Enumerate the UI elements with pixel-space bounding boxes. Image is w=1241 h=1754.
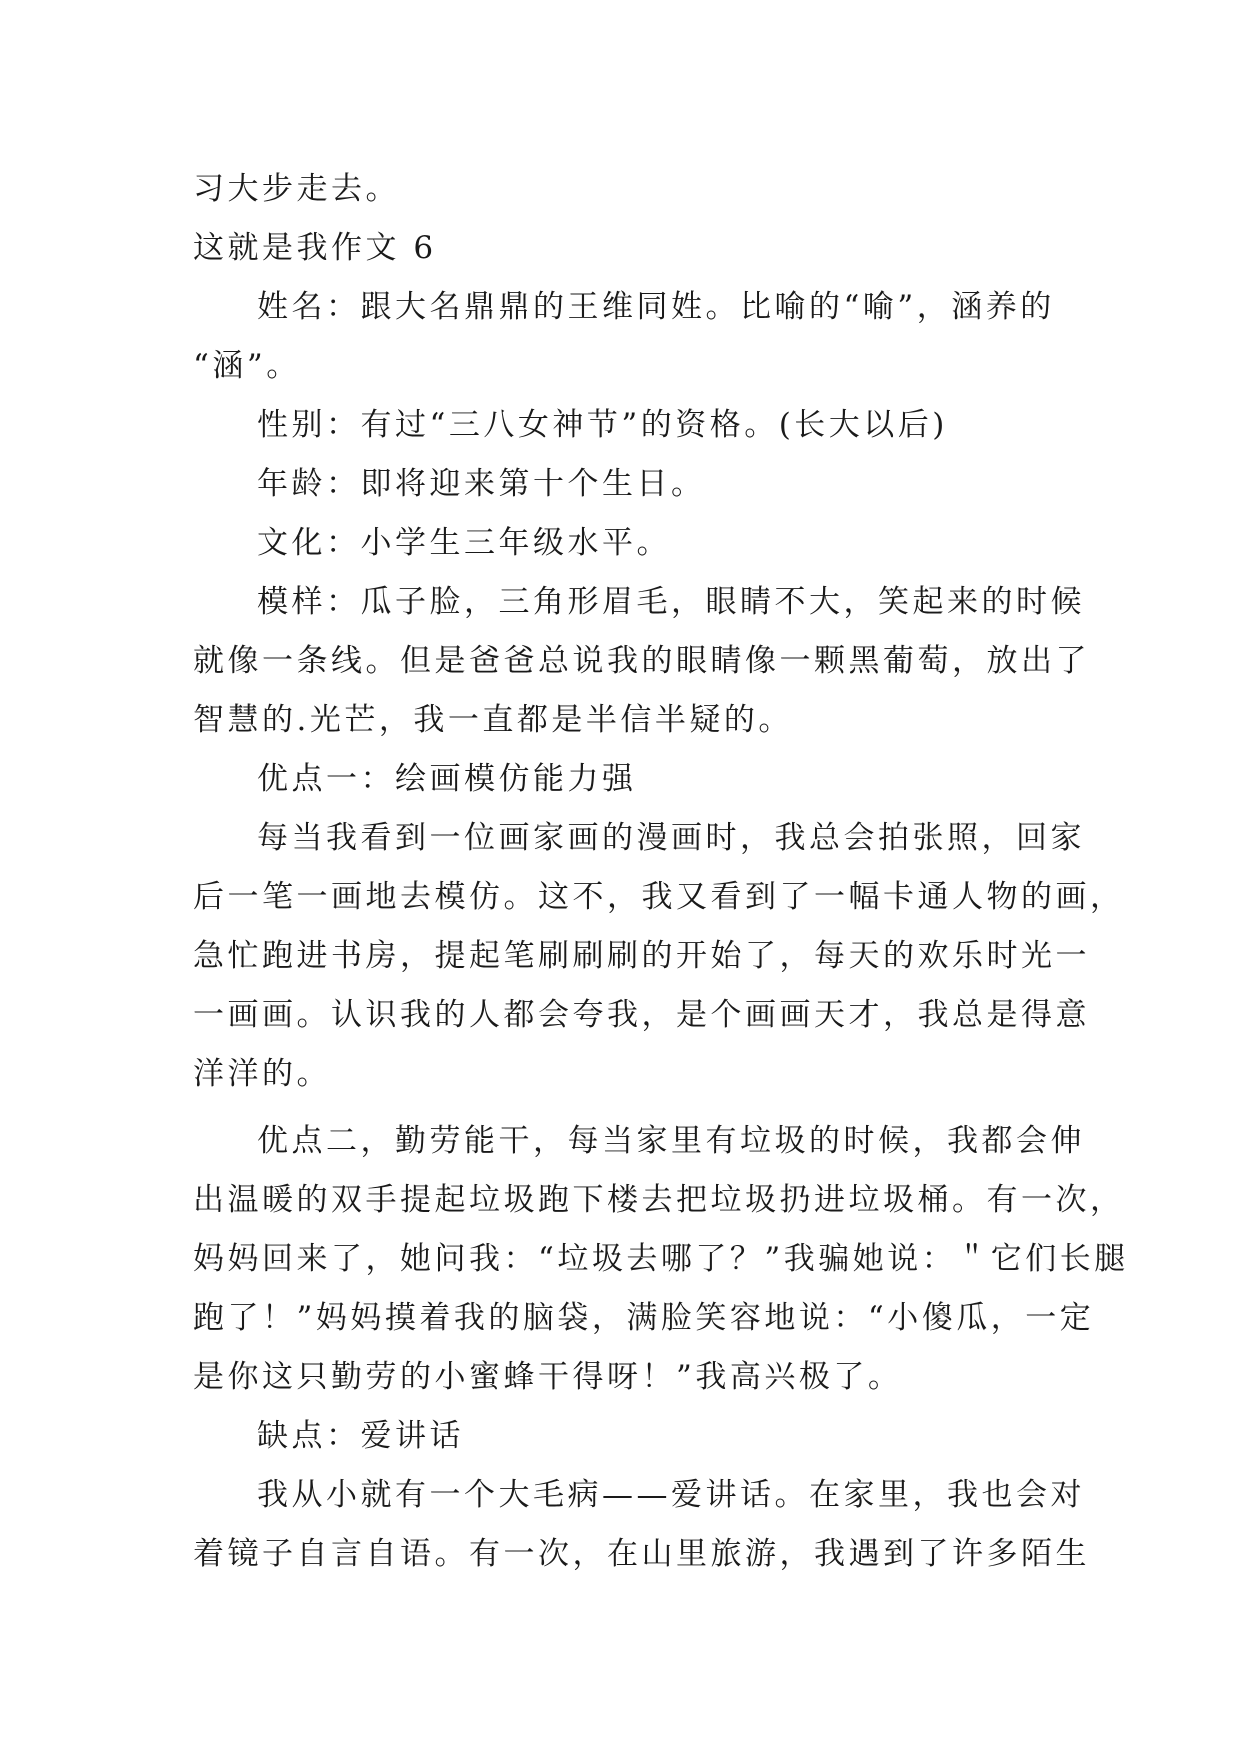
text-line: 年龄：即将迎来第十个生日。 bbox=[257, 466, 706, 502]
text-line: 姓名：跟大名鼎鼎的王维同姓。比喻的“喻”，涵养的 bbox=[257, 289, 1055, 325]
text-line: 就像一条线。但是爸爸总说我的眼睛像一颗黑葡萄，放出了 bbox=[193, 643, 1090, 679]
text-line: 缺点：爱讲话 bbox=[257, 1418, 464, 1454]
section-heading: 这就是我作文 6 bbox=[193, 230, 437, 266]
text-line: 后一笔一画地去模仿。这不，我又看到了一幅卡通人物的画， bbox=[193, 879, 1125, 915]
text-line: 洋洋的。 bbox=[193, 1056, 331, 1092]
text-line: 跑了！”妈妈摸着我的脑袋，满脸笑容地说：“小傻瓜，一定 bbox=[193, 1300, 1095, 1336]
text-line: 妈妈回来了，她问我：“垃圾去哪了？”我骗她说：＂它们长腿 bbox=[193, 1241, 1129, 1277]
text-line: 我从小就有一个大毛病——爱讲话。在家里，我也会对 bbox=[257, 1477, 1085, 1513]
text-line: 文化：小学生三年级水平。 bbox=[257, 525, 671, 561]
text-line: 急忙跑进书房，提起笔刷刷刷的开始了，每天的欢乐时光一 bbox=[193, 938, 1090, 974]
text-line: 优点一：绘画模仿能力强 bbox=[257, 761, 637, 797]
text-line: 习大步走去。 bbox=[193, 171, 400, 207]
text-line: 每当我看到一位画家画的漫画时，我总会拍张照，回家 bbox=[257, 820, 1085, 856]
text-line: “涵”。 bbox=[193, 348, 301, 384]
text-line: 性别：有过“三八女神节”的资格。(长大以后) bbox=[257, 407, 948, 443]
text-line: 优点二，勤劳能干，每当家里有垃圾的时候，我都会伸 bbox=[257, 1123, 1085, 1159]
text-line: 出温暖的双手提起垃圾跑下楼去把垃圾扔进垃圾桶。有一次， bbox=[193, 1182, 1125, 1218]
document-page bbox=[193, 160, 1129, 1584]
text-line: 是你这只勤劳的小蜜蜂干得呀！”我高兴极了。 bbox=[193, 1359, 903, 1395]
text-line: 着镜子自言自语。有一次，在山里旅游，我遇到了许多陌生 bbox=[193, 1536, 1090, 1572]
text-line: 智慧的.光芒，我一直都是半信半疑的。 bbox=[193, 702, 793, 738]
text-line: 模样：瓜子脸，三角形眉毛，眼睛不大，笑起来的时候 bbox=[257, 584, 1085, 620]
text-line: 一画画。认识我的人都会夸我，是个画画天才，我总是得意 bbox=[193, 997, 1090, 1033]
